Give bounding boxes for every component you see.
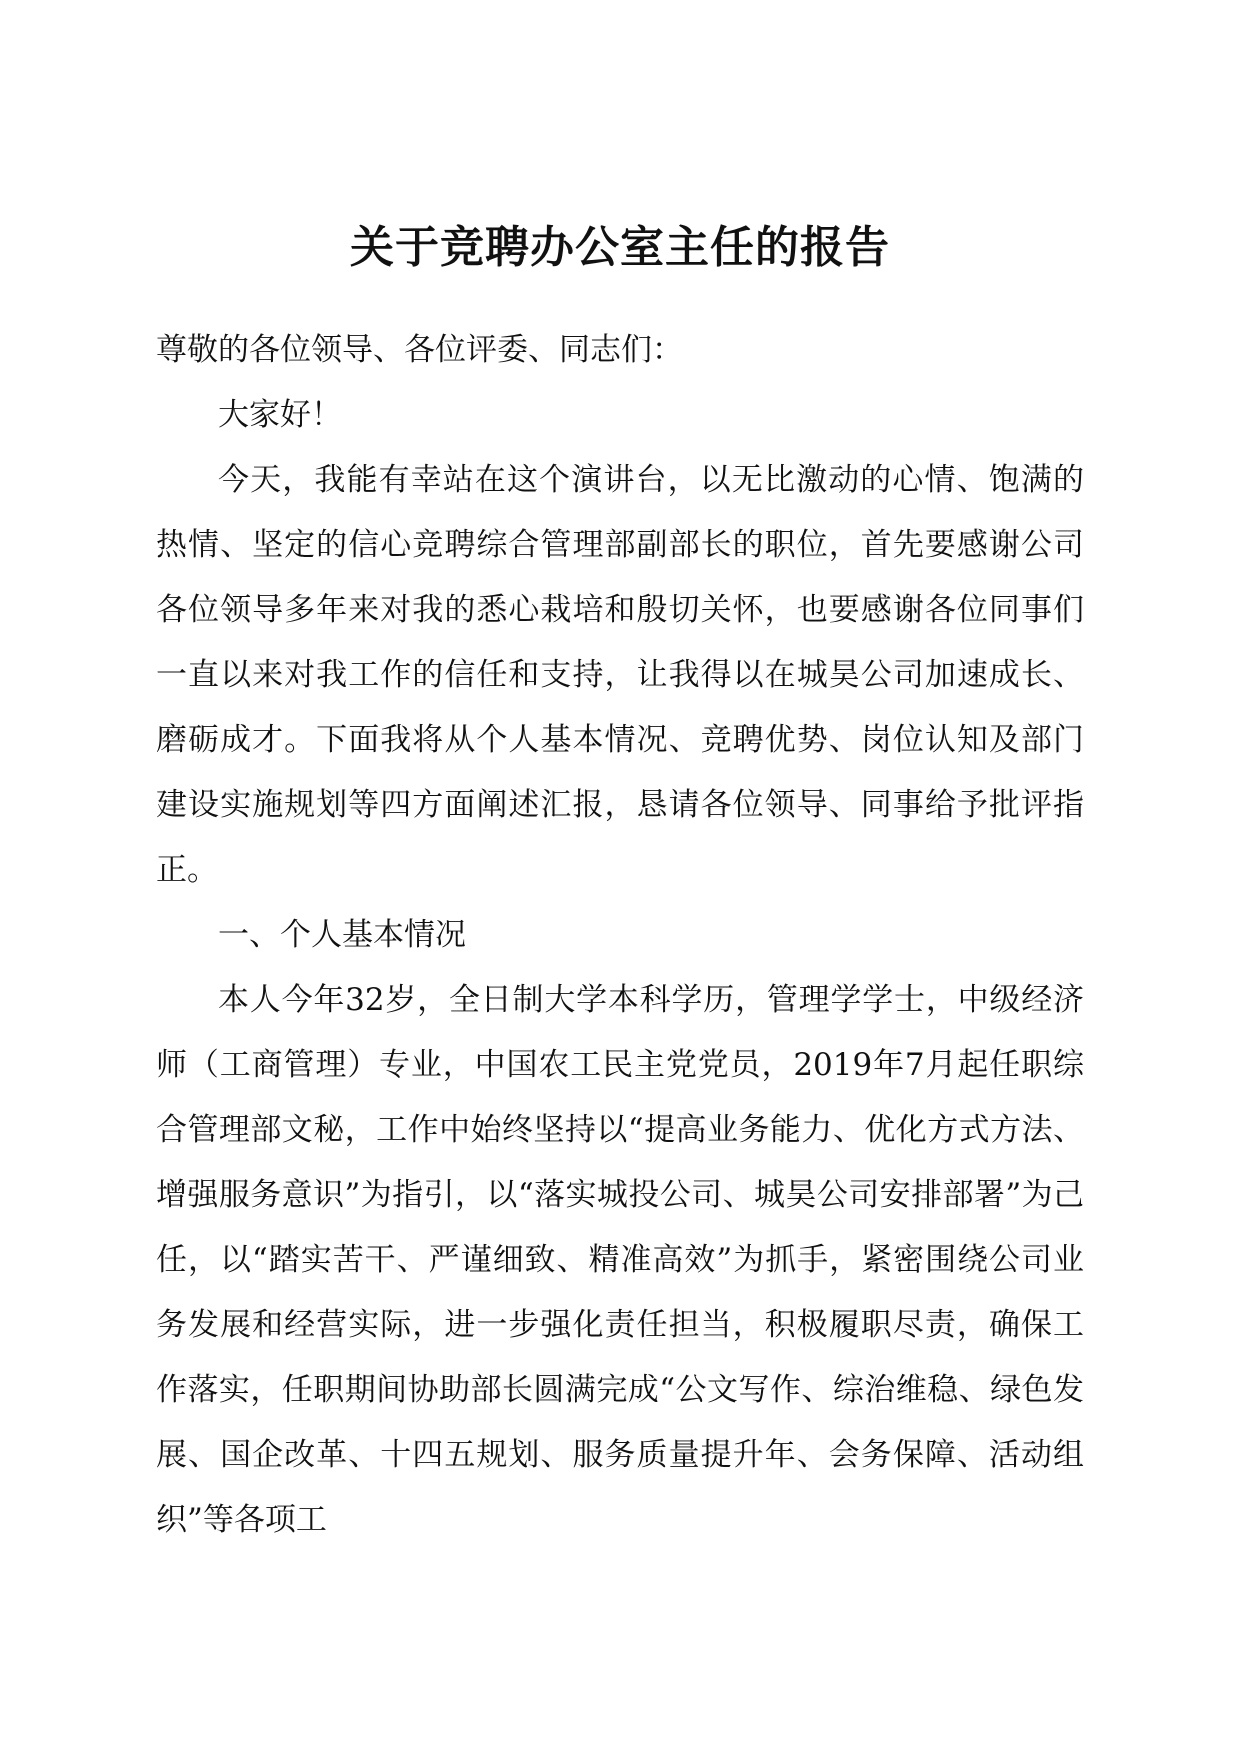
intro-paragraph: 今天，我能有幸站在这个演讲台，以无比激动的心情、饱满的热情、坚定的信心竞聘综合管理部副部长的职位，首先要感谢公司各位领导多年来对我的悉心栽培和殷切关怀，也要感谢各位同事们一直以来对我工作的信任和支持，让我得以在城昊公司加速成长、磨砺成才。下面我将从个人基本情况、竞聘优势、岗位认知及部门建设实施规划等四方面阐述汇报，恳请各位领导、同事给予批评指正。 bbox=[156, 462, 1084, 888]
document-body bbox=[156, 318, 1084, 1553]
salutation: 尊敬的各位领导、各位评委、同志们： bbox=[156, 332, 683, 368]
document-title: 关于竞聘办公室主任的报告 bbox=[350, 222, 890, 273]
greeting: 大家好！ bbox=[218, 397, 342, 433]
personal-info-paragraph: 本人今年32岁，全日制大学本科学历，管理学学士，中级经济师（工商管理）专业，中国农工民主党党员，2019年7月起任职综合管理部文秘，工作中始终坚持以“提高业务能力、优化方式方法、增强服务意识”为指引，以“落实城投公司、城昊公司安排部署”为己任，以“踏实苦干、严谨细致、精准高效”为抓手，紧密围绕公司业务发展和经营实际，进一步强化责任担当，积极履职尽责，确保工作落实，任职期间协助部长圆满完成“公文写作、综治维稳、绿色发展、国企改革、十四五规划、服务质量提升年、会务保障、活动组织”等各项工 bbox=[156, 982, 1084, 1538]
section-heading-personal-info: 一、个人基本情况 bbox=[218, 917, 466, 953]
